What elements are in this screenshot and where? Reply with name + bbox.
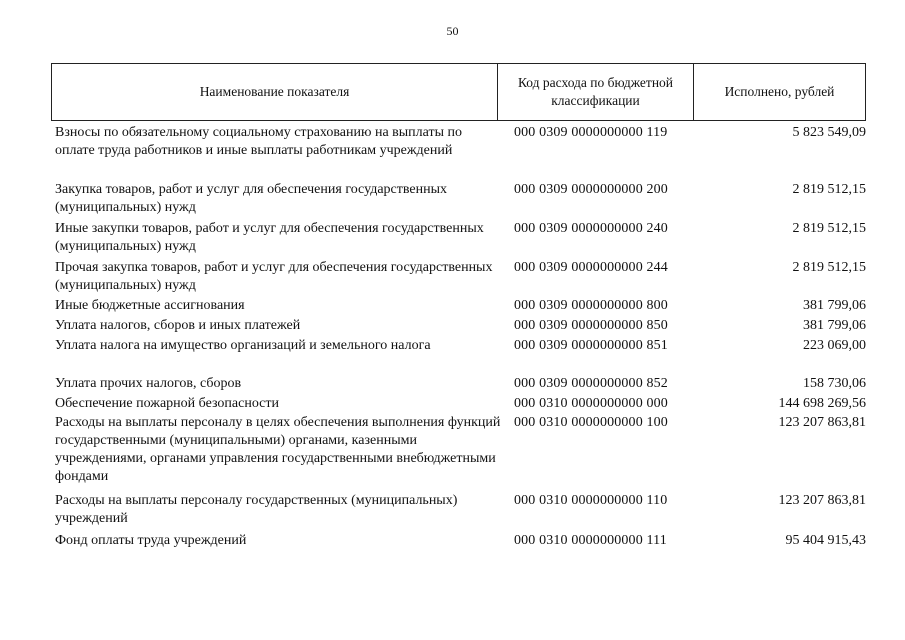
row-code: 000 0309 0000000000 850 [514, 318, 668, 333]
row-amount: 95 404 915,43 [785, 533, 866, 548]
row-amount: 5 823 549,09 [792, 125, 866, 140]
row-name: Иные бюджетные ассигнования [55, 298, 245, 313]
row-name: Обеспечение пожарной безопасности [55, 396, 280, 411]
row-name: Фонд оплаты труда учреждений [55, 533, 247, 548]
column-header-code: Код расхода по бюджетной классификации [498, 64, 694, 120]
row-name: Уплата прочих налогов, сборов [55, 376, 242, 391]
row-name: Уплата налогов, сборов и иных платежей [55, 318, 301, 333]
row-name: Взносы по обязательному социальному страхованию на выплаты по оплате труда работников и иные выплаты работникам учреждений [55, 125, 463, 158]
row-code: 000 0309 0000000000 244 [514, 260, 668, 275]
table-header [51, 63, 866, 121]
row-amount: 2 819 512,15 [792, 260, 866, 275]
row-amount: 2 819 512,15 [792, 221, 866, 236]
row-code: 000 0309 0000000000 851 [514, 338, 668, 353]
row-code: 000 0309 0000000000 852 [514, 376, 668, 391]
column-header-amount: Исполнено, рублей [724, 84, 835, 99]
row-amount: 2 819 512,15 [792, 182, 866, 197]
row-name: Уплата налога на имущество организаций и земельного налога [55, 338, 431, 353]
column-header-name: Наименование показателя [52, 64, 498, 120]
row-amount: 223 069,00 [803, 338, 866, 353]
row-name: Иные закупки товаров, работ и услуг для обеспечения государственных (муниципальных) нужд [55, 221, 484, 254]
row-name: Закупка товаров, работ и услуг для обеспечения государственных (муниципальных) нужд [55, 182, 448, 215]
row-code: 000 0310 0000000000 100 [514, 415, 668, 430]
row-name: Расходы на выплаты персоналу государственных (муниципальных) учреждений [55, 493, 458, 526]
row-amount: 144 698 269,56 [778, 396, 866, 411]
row-code: 000 0309 0000000000 240 [514, 221, 668, 236]
row-code: 000 0309 0000000000 800 [514, 298, 668, 313]
row-code: 000 0309 0000000000 119 [514, 125, 668, 140]
page-number: 50 [446, 24, 459, 38]
row-amount: 158 730,06 [803, 376, 866, 391]
row-code: 000 0310 0000000000 111 [514, 533, 667, 548]
row-amount: 381 799,06 [803, 298, 866, 313]
row-amount: 381 799,06 [803, 318, 866, 333]
row-amount: 123 207 863,81 [778, 493, 866, 508]
row-code: 000 0309 0000000000 200 [514, 182, 668, 197]
row-name: Расходы на выплаты персоналу в целях обеспечения выполнения функций государственными (муниципальными) органами, казенными учреждениями, органами управления государственными внебюджетными фондами [55, 415, 501, 484]
row-code: 000 0310 0000000000 000 [514, 396, 668, 411]
row-code: 000 0310 0000000000 110 [514, 493, 668, 508]
row-amount: 123 207 863,81 [778, 415, 866, 430]
row-name: Прочая закупка товаров, работ и услуг для обеспечения государственных (муниципальных) нужд [55, 260, 493, 293]
